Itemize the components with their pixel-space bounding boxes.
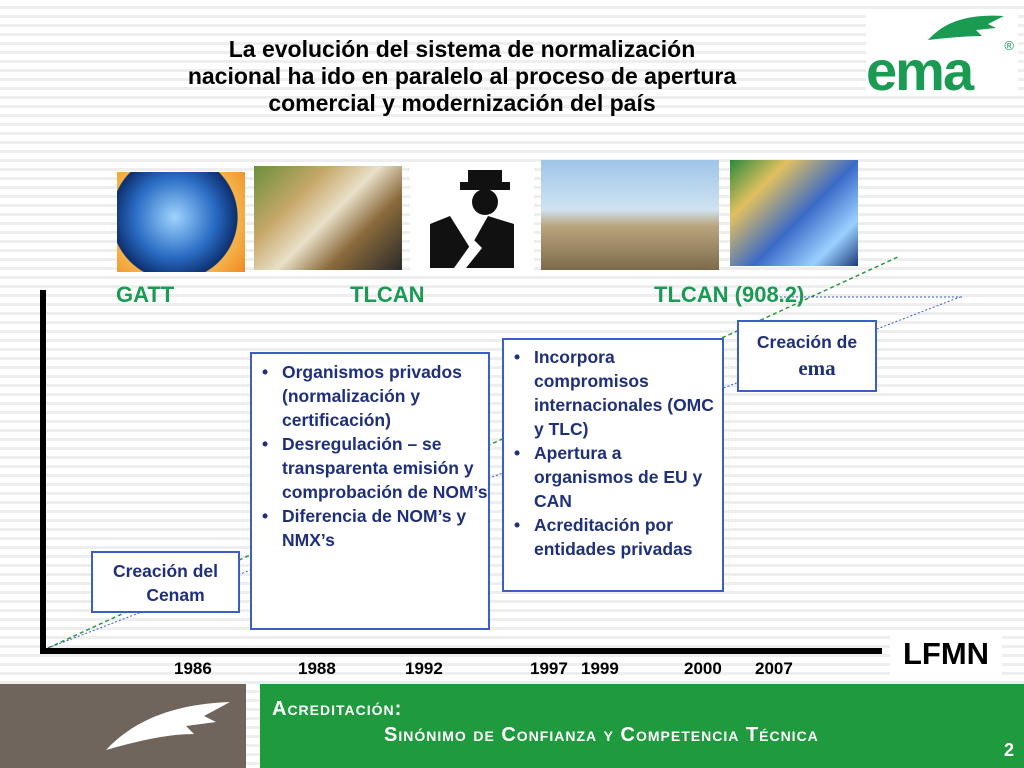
era-tlcan: TLCAN xyxy=(350,282,425,307)
footer-eagle-panel xyxy=(0,684,246,768)
footer-line-1: Acreditación: xyxy=(272,698,403,720)
cenam-line: Creación del xyxy=(112,561,219,581)
year-label: 1992 xyxy=(405,659,443,678)
box-1988 xyxy=(250,352,490,630)
eagle-icon xyxy=(104,698,234,758)
era-gatt: GATT xyxy=(116,282,175,307)
timeline-vertical-axis xyxy=(40,290,46,654)
list-item: • Apertura a organismos de EU y CAN xyxy=(534,441,722,513)
list-item: • Incorpora compromisos internacionales (OMC y TLC) xyxy=(534,345,722,441)
registered-mark: ® xyxy=(1004,38,1014,53)
footer-line-2: Sinónimo de Confianza y Competencia Técnica xyxy=(384,724,819,746)
timeline-horizontal-axis xyxy=(40,648,882,654)
list-item: • Acreditación por entidades privadas xyxy=(534,513,722,561)
ema-creation-box xyxy=(737,320,877,392)
logo-text: ema xyxy=(866,39,973,102)
title-line: nacional ha ido en paralelo al proceso de apertura xyxy=(187,63,737,89)
year-label: 2000 xyxy=(684,659,722,678)
title-line: La evolución del sistema de normalización xyxy=(228,36,696,62)
list-item: • Diferencia de NOM’s y NMX’s xyxy=(282,504,488,552)
year-label: 1999 xyxy=(581,659,619,678)
ema-name: ema xyxy=(798,356,836,380)
list-item: • Desregulación – se transparenta emisión y comprobación de NOM’s xyxy=(282,432,488,504)
era-tlcan-908: TLCAN (908.2) xyxy=(654,282,805,307)
cenam-line: Cenam xyxy=(146,585,205,605)
box-1997 xyxy=(502,338,724,592)
title-line: comercial y modernización del país xyxy=(268,90,656,116)
year-label: 1988 xyxy=(298,659,336,678)
list-item: • Organismos privados (normalización y certificación) xyxy=(282,360,488,432)
lfmn-label: LFMN xyxy=(890,632,1002,676)
ema-creation-line: Creación de xyxy=(756,332,858,352)
year-label: 1986 xyxy=(174,659,212,678)
cenam-box xyxy=(91,551,240,613)
footer-banner xyxy=(260,684,1024,768)
year-label: 2007 xyxy=(755,659,793,678)
page-number: 2 xyxy=(1003,740,1014,760)
year-label: 1997 xyxy=(530,659,568,678)
